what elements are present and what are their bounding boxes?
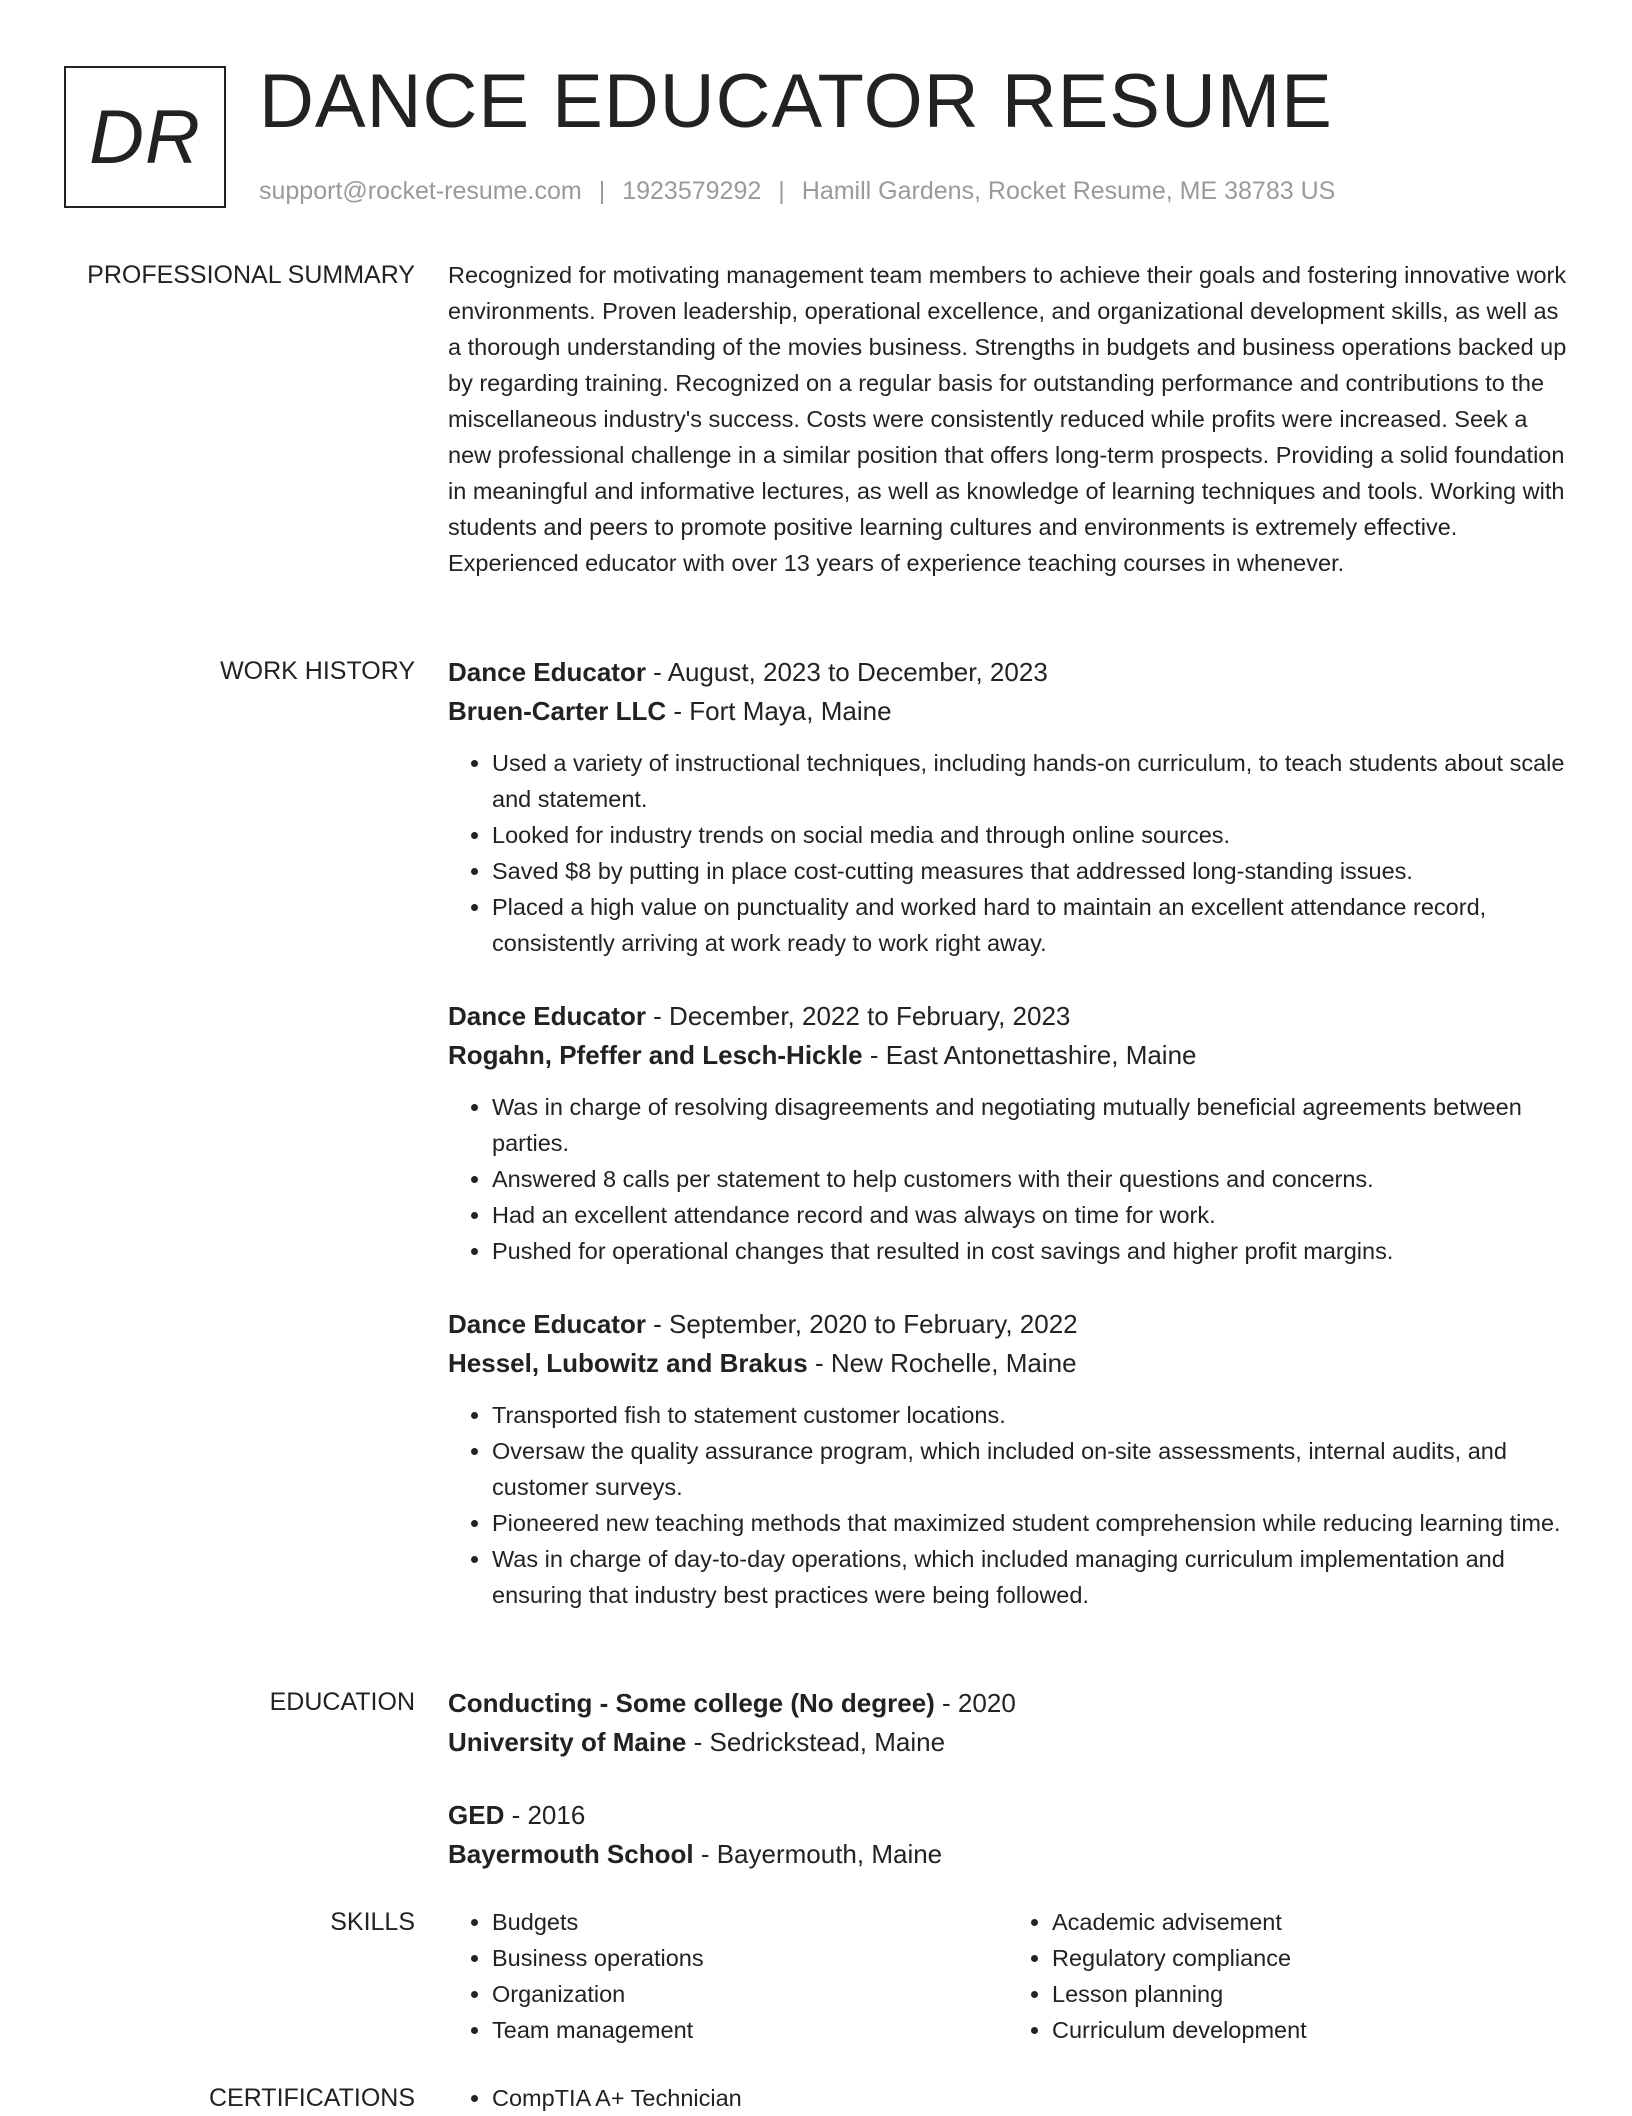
section-label-education: EDUCATION — [269, 1688, 415, 1716]
education-entry — [448, 1684, 1568, 1762]
section-label-skills: SKILLS — [330, 1908, 415, 1936]
job-bullet: • Used a variety of instructional techniques, including hands-on curriculum, to teach students about scale and statement. — [492, 745, 1568, 817]
skill-item: • Lesson planning — [1052, 1976, 1568, 2012]
job-company-line — [448, 1344, 1568, 1383]
job-title-line — [448, 1305, 1568, 1344]
education-school: Bayermouth School — [448, 1839, 694, 1869]
job-title: Dance Educator — [448, 1309, 646, 1339]
job-location: - Fort Maya, Maine — [666, 696, 892, 726]
skills-list-right — [1008, 1904, 1568, 2048]
contact-separator: | — [598, 177, 606, 205]
skill-item: • Business operations — [492, 1940, 1008, 1976]
job-bullet: • Was in charge of day-to-day operations, which included managing curriculum implementation and ensuring that industry best practices were being followed. — [492, 1541, 1568, 1613]
summary-text: Recognized for motivating management team members to achieve their goals and fostering innovative work environments. Proven leadership, operational excellence, and organizational development skills, as well as a thorough understanding of the movies business. Strengths in budgets and business operations backed up by regarding training. Recognized on a regular basis for outstanding performance and contributions to the miscellaneous industry's success. Costs were consistently reduced while profits were increased. Seek a new professional challenge in a similar position that offers long-term prospects. Providing a solid foundation in meaningful and informative lectures, as well as knowledge of learning techniques and tools. Working with students and peers to promote positive learning cultures and environments is extremely effective. Experienced educator with over 13 years of experience teaching courses in whenever. — [448, 262, 1567, 576]
job-bullet: • Had an excellent attendance record and was always on time for work. — [492, 1197, 1568, 1233]
job-company: Hessel, Lubowitz and Brakus — [448, 1348, 808, 1378]
education-location: - Bayermouth, Maine — [693, 1839, 943, 1869]
job-bullet: • Was in charge of resolving disagreements and negotiating mutually beneficial agreements between parties. — [492, 1089, 1568, 1161]
contact-line — [259, 174, 1335, 208]
monogram-logo — [64, 66, 226, 208]
skills-list-left — [448, 1904, 1008, 2048]
skill-item: • Academic advisement — [1052, 1904, 1568, 1940]
job-location: - New Rochelle, Maine — [807, 1348, 1077, 1378]
monogram-text: DR — [89, 94, 201, 180]
contact-separator: | — [778, 177, 785, 205]
contact-address: Hamill Gardens, Rocket Resume, ME 38783 US — [801, 177, 1336, 205]
education-degree-line — [448, 1684, 1568, 1723]
skill-item: • Organization — [492, 1976, 1008, 2012]
job-dates: - December, 2022 to February, 2023 — [645, 1001, 1071, 1031]
education-year: - 2020 — [934, 1688, 1016, 1718]
job-location: - East Antonettashire, Maine — [862, 1040, 1197, 1070]
job-bullets — [448, 745, 1568, 961]
job-bullet: • Looked for industry trends on social media and through online sources. — [492, 817, 1568, 853]
job-title-line — [448, 997, 1568, 1036]
section-label-work-history: WORK HISTORY — [220, 657, 415, 685]
education-degree: Conducting - Some college (No degree) — [448, 1688, 935, 1718]
job-entry — [448, 1305, 1568, 1613]
section-label-certifications: CERTIFICATIONS — [208, 2084, 415, 2112]
job-bullet: • Pushed for operational changes that resulted in cost savings and higher profit margins. — [492, 1233, 1568, 1269]
certifications-list — [448, 2080, 1568, 2116]
education-location: - Sedrickstead, Maine — [686, 1727, 946, 1757]
job-bullets — [448, 1397, 1568, 1613]
education-degree-line — [448, 1796, 1568, 1835]
section-label-summary: PROFESSIONAL SUMMARY — [87, 261, 415, 289]
contact-phone[interactable]: 1923579292 — [622, 177, 762, 205]
education-school: University of Maine — [448, 1727, 687, 1757]
education-entry — [448, 1796, 1568, 1874]
job-company-line — [448, 1036, 1568, 1075]
job-title-line — [448, 653, 1568, 692]
education-school-line — [448, 1835, 1568, 1874]
job-bullet: • Oversaw the quality assurance program, which included on-site assessments, internal audits, and customer surveys. — [492, 1433, 1568, 1505]
job-title: Dance Educator — [448, 657, 646, 687]
education-degree: GED — [448, 1800, 505, 1830]
job-entry — [448, 997, 1568, 1269]
job-dates: - September, 2020 to February, 2022 — [645, 1309, 1078, 1339]
job-title: Dance Educator — [448, 1001, 646, 1031]
skill-item: • Team management — [492, 2012, 1008, 2048]
job-bullet: • Pioneered new teaching methods that maximized student comprehension while reducing learning time. — [492, 1505, 1568, 1541]
contact-email[interactable]: support@rocket-resume.com — [259, 177, 582, 205]
job-bullet: • Transported fish to statement customer locations. — [492, 1397, 1568, 1433]
job-entry — [448, 653, 1568, 961]
job-company: Bruen-Carter LLC — [448, 696, 667, 726]
resume-title: DANCE EDUCATOR RESUME — [259, 59, 1333, 144]
job-dates: - August, 2023 to December, 2023 — [645, 657, 1048, 687]
job-company: Rogahn, Pfeffer and Lesch-Hickle — [448, 1040, 863, 1070]
skill-item: • Curriculum development — [1052, 2012, 1568, 2048]
job-bullet: • Answered 8 calls per statement to help customers with their questions and concerns. — [492, 1161, 1568, 1197]
education-year: - 2016 — [504, 1800, 586, 1830]
skill-item: • Budgets — [492, 1904, 1008, 1940]
skill-item: • Regulatory compliance — [1052, 1940, 1568, 1976]
job-bullet: • Placed a high value on punctuality and worked hard to maintain an excellent attendance record, consistently arriving at work ready to work right away. — [492, 889, 1568, 961]
job-bullet: • Saved $8 by putting in place cost-cutting measures that addressed long-standing issues. — [492, 853, 1568, 889]
job-company-line — [448, 692, 1568, 731]
job-bullets — [448, 1089, 1568, 1269]
certification-item: • CompTIA A+ Technician — [492, 2080, 1568, 2116]
education-school-line — [448, 1723, 1568, 1762]
